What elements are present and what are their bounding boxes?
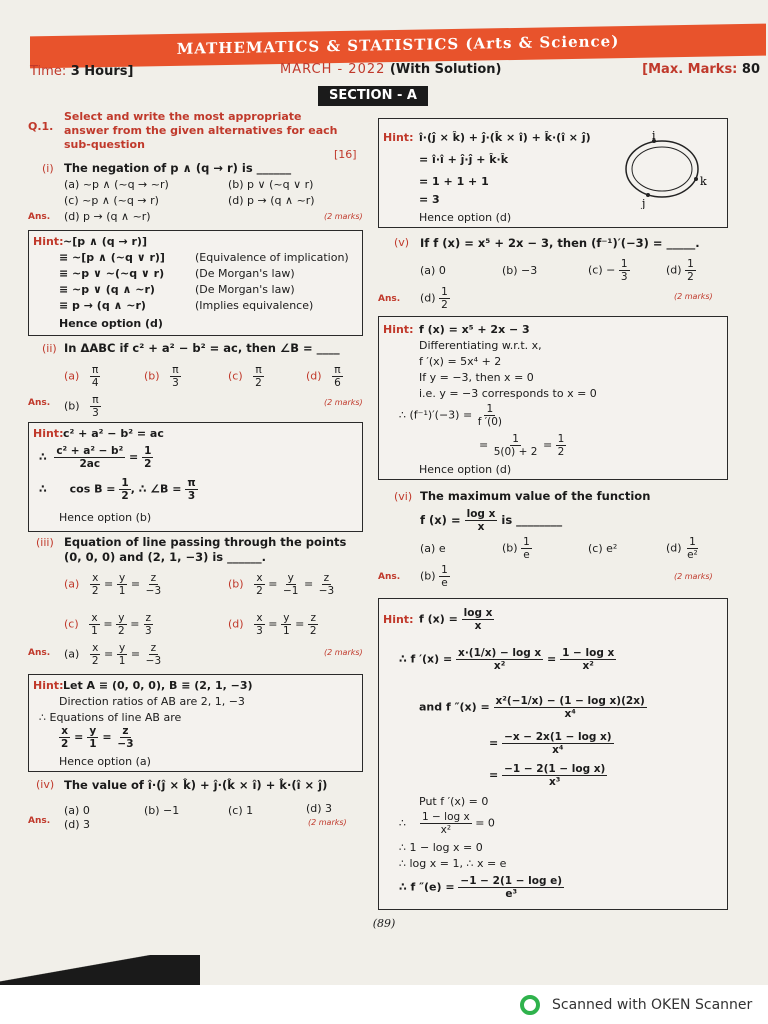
hint-line: = 3: [419, 193, 440, 206]
hint-label: Hint:: [33, 679, 64, 692]
option: (c) 1: [228, 804, 254, 817]
hint-conclusion: Hence option (d): [59, 317, 163, 330]
option-c: (c) $\frac{x}{1}$ = $\frac{y}{2}$ = $\frac{z}{3}$: [64, 612, 152, 637]
hint-line: ≡ ~p ∨ (q ∧ ~r): [59, 283, 155, 296]
marks: (2 marks): [674, 292, 713, 301]
hint-line: = 1 + 1 + 1: [419, 175, 489, 188]
question-number: (iv): [36, 778, 55, 791]
option: (c) −: [588, 263, 616, 277]
hint-line: Differentiating w.r.t. x,: [419, 339, 542, 352]
marks: (2 marks): [324, 648, 363, 657]
diagram-label-i: i: [652, 129, 656, 142]
answer-label: Ans.: [378, 572, 401, 582]
hint-box: Hint: f (x) = x⁵ + 2x − 3 Differentiating w.r.t. x, f ′(x) = 5x⁴ + 2 If y = −3, then x = 0 i.e. y = −3 corresponds to x = 0 ∴ (f⁻¹)′(−3) = $\frac{1}{f '(0)}$ = $\frac{1}{5(0) + 2}$ = $\frac{1}{2}$ Hence option (d): [378, 316, 728, 480]
max-marks: [Max. Marks: 80: [642, 62, 760, 77]
scanner-watermark: [0, 985, 768, 1024]
question-number: (vi): [394, 490, 413, 503]
answer: (d) 3: [64, 818, 91, 831]
answer: (a) $\frac{x}{2}$ = $\frac{y}{1}$ = $\frac{z}{-3}$: [64, 642, 162, 667]
option-letter: (c): [228, 369, 243, 383]
marks: (2 marks): [324, 212, 363, 221]
answer: (b): [64, 399, 80, 413]
answer: (d) p → (q ∧ ~r): [64, 210, 151, 223]
question-number: (iii): [36, 536, 54, 549]
scan-shadow: [0, 955, 200, 985]
option: (b) −1: [144, 804, 180, 817]
fraction: $\frac{\pi}{3}$: [92, 394, 99, 419]
option: (a) ~p ∧ (~q → ~r): [64, 178, 169, 191]
hint-conclusion: Hence option (b): [59, 511, 152, 524]
question-iv: [28, 774, 368, 834]
answer-label: Ans.: [28, 398, 51, 408]
question-number: (ii): [42, 342, 57, 355]
question-number: (i): [42, 162, 54, 175]
question-text: Equation of line passing through the points: [64, 535, 347, 549]
fraction: $\frac{\pi}{4}$: [91, 364, 99, 389]
hint-line: If y = −3, then x = 0: [419, 371, 534, 384]
option-b: (b) $\frac{x}{2}$ = $\frac{y}{-1}$ = $\frac{z}{-3}$: [228, 572, 335, 597]
option: (b): [502, 541, 518, 555]
section-badge: SECTION - A: [318, 86, 428, 106]
hint-box: Hint: c² + a² − b² = ac ∴ $\frac{\text{c² + a² − b²}}{2ac}$ = $\frac{1}{2}$ ∴ cos B = $\frac{1}{2}$ , ∴ ∠B = $\frac{\pi}{3}$ Hence option (b): [28, 422, 363, 532]
option: (c) e²: [588, 542, 618, 555]
diagram-label-j: j: [642, 197, 646, 209]
option: (d): [666, 263, 682, 277]
question-ii: [28, 338, 368, 420]
hint-line: ∴ (f⁻¹)′(−3) =: [399, 408, 473, 422]
option-letter: (d): [306, 369, 322, 383]
exam-info-row: [30, 62, 760, 84]
q1-text: Select and write the most appropriate: [64, 110, 302, 123]
answer-label: Ans.: [28, 816, 51, 826]
hint-equation: $\frac{x}{2}$ = $\frac{y}{1}$ = $\frac{z}{-3}$: [61, 725, 134, 750]
option: (a) 0: [420, 264, 446, 277]
hint-line: c² + a² − b² = ac: [63, 427, 164, 440]
fraction: $\frac{1}{2}$: [121, 477, 129, 502]
hint-line: ~[p ∧ (q → r)]: [63, 235, 147, 248]
question-vi: (vi) The maximum value of the function f (x) = $\frac{\text{log x}}{x}$ is ________ (a) e (b) $\frac{1}{e}$ (c) e² (d) $\frac{1}{\text{e²}}$ Ans. (b) $\frac{1}{e}$ (2 marks): [378, 489, 713, 589]
answer-label: Ans.: [28, 212, 51, 222]
hint-box: Hint: f (x) = $\frac{\text{log x}}{x}$ ∴ f ′(x) = $\frac{\text{x·(1/x) − log x}}{\text{x²}}$ = $\frac{\text{1 − log x}}{\text{x²}}$ and f ″(x) = $\frac{\text{x²(−1/x) − (1 − log x)(2x)}}{\text{x⁴}}$ = $\frac{\text{−x − 2x(1 − log x)}}{\text{x⁴}}$ = $\frac{\text{−1 − 2(1 − log x)}}{\text{x³}}$ Put f ′(x) = 0 ∴ $\frac{\text{1 − log x}}{\text{x²}}$ = 0 ∴ 1 − log x = 0 ∴ log x = 1, ∴ x = e ∴ f ″(e) = $\frac{\text{−1 − 2(1 − log e)}}{\text{e³}}$: [378, 598, 728, 910]
hint-reason: (De Morgan's law): [195, 267, 295, 280]
hint-conclusion: Hence option (d): [419, 463, 512, 476]
q1-text: answer from the given alternatives for each: [64, 124, 338, 137]
fraction: $\frac{1}{2}$: [144, 445, 152, 470]
question-v: (v) If f (x) = x⁵ + 2x − 3, then (f⁻¹)′(−3) = _____. (a) 0 (b) −3 (c) − $\frac{1}{3}$ (d) $\frac{1}{2}$ Ans. (d) $\frac{1}{2}$ (2 marks): [378, 236, 713, 311]
option: (d) 3: [306, 802, 333, 815]
page-number: (89): [372, 917, 396, 930]
hint-reason: (Equivalence of implication): [195, 251, 349, 264]
hint-label: Hint:: [33, 427, 64, 440]
answer: (b): [420, 569, 436, 583]
hint-line: ∴ log x = 1, ∴ x = e: [399, 857, 507, 870]
option: (c) ~p ∧ (~q → r): [64, 194, 159, 207]
option: (b) −3: [502, 264, 538, 277]
option: (b) p ∨ (~q ∨ r): [228, 178, 314, 191]
question-iii: [28, 532, 368, 672]
hint-line: = î·î + ĵ·ĵ + k̂·k̂: [419, 153, 509, 166]
answer-label: Ans.: [28, 648, 51, 658]
fraction: $\frac{\pi}{6}$: [334, 364, 341, 389]
fraction: $\frac{\pi}{3}$: [187, 477, 196, 502]
fraction: $\frac{\pi}{2}$: [255, 364, 262, 389]
question-number: (v): [394, 236, 410, 249]
hint-box: [378, 118, 728, 228]
hint-label: Hint:: [383, 613, 414, 626]
page-title: MATHEMATICS & STATISTICS (Arts & Science): [176, 32, 620, 58]
hint-line: f ′(x) = 5x⁴ + 2: [419, 355, 502, 368]
hint-box: [28, 230, 363, 336]
exam-date: MARCH - 2022 (With Solution): [280, 62, 502, 77]
question-text: The value of î·(ĵ × k̂) + ĵ·(k̂ × î) + k̂·(î × ĵ): [64, 778, 328, 792]
hint-line: i.e. y = −3 corresponds to x = 0: [419, 387, 597, 400]
question-text: The maximum value of the function: [420, 489, 651, 503]
hint-label: Hint:: [383, 131, 414, 144]
hint-box: Hint: Let A ≡ (0, 0, 0), B ≡ (2, 1, −3) Direction ratios of AB are 2, 1, −3 ∴ Equations of line AB are $\frac{x}{2}$ = $\frac{y}{1}$ = $\frac{z}{-3}$ Hence option (a): [28, 674, 363, 772]
option-d: (d) $\frac{x}{3}$ = $\frac{y}{1}$ = $\frac{z}{2}$: [228, 612, 317, 637]
answer-label: Ans.: [378, 294, 401, 304]
fraction: $\frac{\pi}{3}$: [172, 364, 179, 389]
hint-label: Hint:: [33, 235, 64, 248]
hint-line: ≡ p → (q ∧ ~r): [59, 299, 146, 312]
answer: (d): [420, 291, 436, 305]
hint-conclusion: Hence option (d): [419, 211, 512, 224]
diagram-label-k: k: [700, 175, 707, 188]
hint-line: Direction ratios of AB are 2, 1, −3: [59, 695, 245, 708]
question-text: (0, 0, 0) and (2, 1, −3) is ______.: [64, 550, 267, 564]
time-info: Time: 3 Hours]: [30, 64, 134, 79]
hint-line: î·(ĵ × k̂) + ĵ·(k̂ × î) + k̂·(î × ĵ): [419, 131, 591, 144]
scanner-text: Scanned with OKEN Scanner: [552, 997, 753, 1013]
question-text: If f (x) = x⁵ + 2x − 3, then (f⁻¹)′(−3) = _____.: [420, 236, 700, 250]
hint-reason: (Implies equivalence): [195, 299, 314, 312]
question-text: The negation of p ∧ (q → r) is ______: [64, 161, 292, 175]
hint-label: Hint:: [383, 323, 414, 336]
option: (a) 0: [64, 804, 90, 817]
hint-line: f (x) = x⁵ + 2x − 3: [419, 323, 530, 336]
unit-vector-cycle-diagram: [614, 129, 714, 209]
oken-logo-icon: [520, 995, 540, 1015]
q1-marks: [16]: [334, 148, 357, 161]
marks: (2 marks): [324, 398, 363, 407]
option-a: (a) $\frac{x}{2}$ = $\frac{y}{1}$ = $\frac{z}{-3}$: [64, 572, 162, 597]
option: (a) e: [420, 542, 446, 555]
hint-line: ≡ ~[p ∧ (~q ∨ r)]: [59, 251, 165, 264]
question-text: In ΔABC if c² + a² − b² = ac, then ∠B = ____: [64, 341, 340, 355]
hint-line: Put f ′(x) = 0: [419, 795, 489, 808]
hint-conclusion: Hence option (a): [59, 755, 151, 768]
hint-line: ≡ ~p ∨ ~(~q ∨ r): [59, 267, 165, 280]
q1-text: sub-question: [64, 138, 145, 151]
marks: (2 marks): [308, 818, 347, 827]
option-letter: (b): [144, 369, 160, 383]
fraction: $\frac{\text{c² + a² − b²}}{2ac}$: [56, 445, 124, 470]
q1-number: Q.1.: [28, 120, 54, 133]
option: (d): [666, 541, 682, 555]
hint-line: ∴ 1 − log x = 0: [399, 841, 483, 854]
option-letter: (a): [64, 369, 80, 383]
hint-line: Let A ≡ (0, 0, 0), B ≡ (2, 1, −3): [63, 679, 253, 692]
marks: (2 marks): [674, 572, 713, 581]
hint-line: Equations of line AB are: [49, 711, 182, 724]
hint-reason: (De Morgan's law): [195, 283, 295, 296]
option: (d) p → (q ∧ ~r): [228, 194, 315, 207]
